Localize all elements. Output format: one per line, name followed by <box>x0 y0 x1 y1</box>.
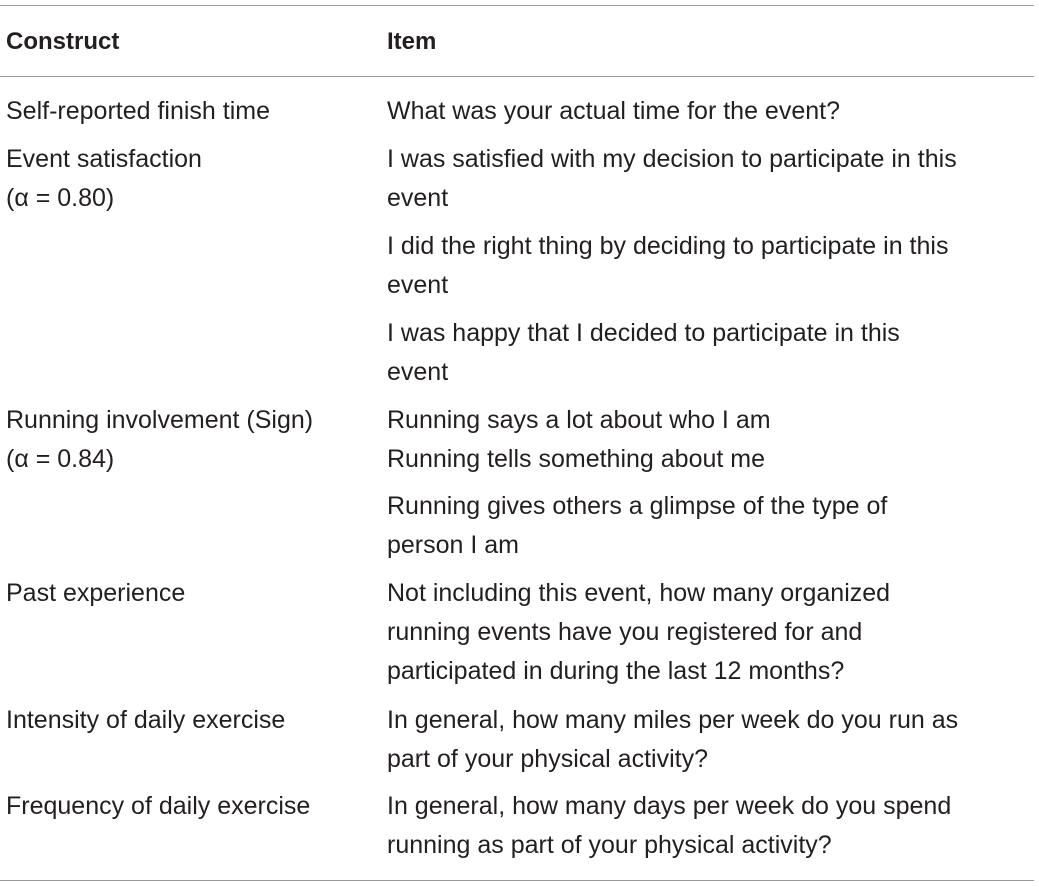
construct-cell <box>6 787 310 826</box>
item-cell <box>387 401 771 479</box>
construct-text: Event satisfaction <box>6 145 202 173</box>
item-cell <box>387 227 948 305</box>
construct-cell <box>6 574 185 613</box>
item-text: running as part of your physical activity? <box>387 831 832 859</box>
item-text: Running says a lot about who I am <box>387 406 771 434</box>
item-text: What was your actual time for the event? <box>387 97 840 125</box>
table-bottom-rule <box>0 880 1034 881</box>
construct-text: Intensity of daily exercise <box>6 706 286 734</box>
construct-text: Past experience <box>6 579 186 607</box>
table-header-rule <box>0 76 1034 77</box>
construct-text: Frequency of daily exercise <box>6 792 311 820</box>
item-cell <box>387 701 958 779</box>
item-text: Running tells something about me <box>387 445 766 473</box>
item-text: I did the right thing by deciding to participate in this <box>387 232 949 260</box>
construct-alpha: (α = 0.84) <box>6 445 115 473</box>
construct-text: Self-reported finish time <box>6 97 271 125</box>
item-text: In general, how many days per week do you spend <box>387 792 952 820</box>
item-text: I was satisfied with my decision to participate in this <box>387 145 957 173</box>
item-text: participated in during the last 12 months? <box>387 657 845 685</box>
item-text: event <box>387 271 449 299</box>
item-text: running events have you registered for and <box>387 618 863 646</box>
construct-alpha: (α = 0.80) <box>6 184 115 212</box>
item-text: person I am <box>387 531 520 559</box>
item-text: Not including this event, how many organized <box>387 579 891 607</box>
construct-cell <box>6 92 270 131</box>
item-text: Running gives others a glimpse of the type of <box>387 492 888 520</box>
item-cell <box>387 574 890 691</box>
item-text: event <box>387 358 449 386</box>
item-cell <box>387 787 951 865</box>
construct-cell <box>6 401 313 479</box>
construct-cell <box>6 140 202 218</box>
item-text: In general, how many miles per week do you run as <box>387 706 959 734</box>
item-text: part of your physical activity? <box>387 745 708 773</box>
header-item: Item <box>387 28 437 55</box>
header-construct: Construct <box>6 28 120 55</box>
item-cell <box>387 140 957 218</box>
table-top-rule <box>0 5 1034 6</box>
item-text: event <box>387 184 449 212</box>
construct-text: Running involvement (Sign) <box>6 406 314 434</box>
item-text: I was happy that I decided to participate in this <box>387 319 900 347</box>
construct-cell <box>6 701 285 740</box>
item-cell <box>387 92 840 131</box>
item-cell <box>387 314 900 392</box>
item-cell <box>387 487 887 565</box>
